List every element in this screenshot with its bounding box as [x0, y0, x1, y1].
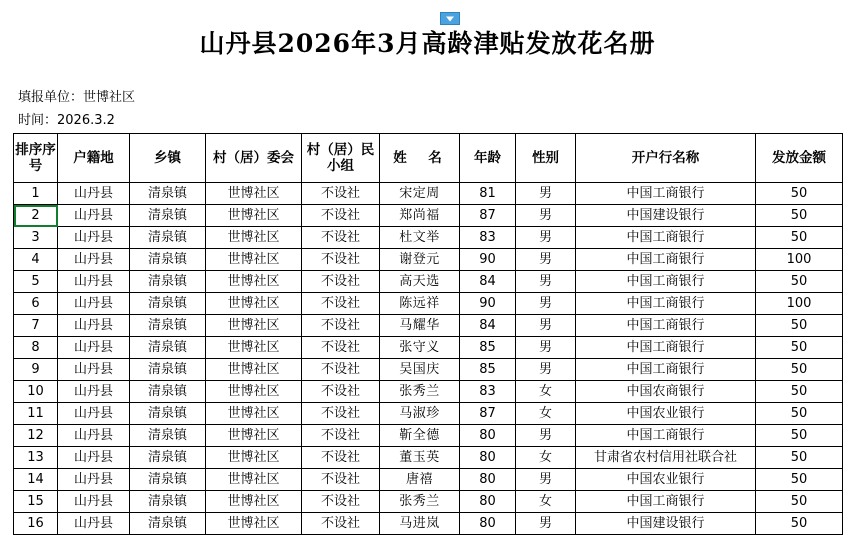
cell-residence[interactable]: 山丹县: [58, 425, 130, 447]
cell-residence[interactable]: 山丹县: [58, 513, 130, 535]
cell-gender[interactable]: 男: [516, 359, 576, 381]
cell-village-committee[interactable]: 世博社区: [206, 293, 302, 315]
table-row[interactable]: [14, 513, 843, 535]
cell-age[interactable]: 80: [460, 447, 516, 469]
cell-village-group[interactable]: 不设社: [302, 403, 380, 425]
cell-amount[interactable]: 50: [756, 469, 843, 491]
cell-village-committee[interactable]: 世博社区: [206, 183, 302, 205]
table-row[interactable]: [14, 315, 843, 337]
cell-township[interactable]: 清泉镇: [130, 249, 206, 271]
cell-village-committee[interactable]: 世博社区: [206, 513, 302, 535]
cell-village-committee[interactable]: 世博社区: [206, 469, 302, 491]
table-row[interactable]: [14, 183, 843, 205]
cell-index[interactable]: 4: [14, 249, 58, 271]
cell-amount[interactable]: 50: [756, 205, 843, 227]
roster-table: [13, 133, 843, 535]
table-row[interactable]: [14, 249, 843, 271]
cell-village-group[interactable]: 不设社: [302, 469, 380, 491]
cell-name[interactable]: 张守义: [380, 337, 460, 359]
cell-township[interactable]: 清泉镇: [130, 205, 206, 227]
cell-township[interactable]: 清泉镇: [130, 293, 206, 315]
table-row[interactable]: [14, 469, 843, 491]
cell-village-committee[interactable]: 世博社区: [206, 381, 302, 403]
cell-residence[interactable]: 山丹县: [58, 403, 130, 425]
cell-village-group[interactable]: 不设社: [302, 227, 380, 249]
column-header-index: 排序序号: [14, 134, 58, 183]
cell-village-committee[interactable]: 世博社区: [206, 337, 302, 359]
cell-village-committee[interactable]: 世博社区: [206, 447, 302, 469]
cell-bank[interactable]: 中国农业银行: [576, 403, 756, 425]
cell-age[interactable]: 90: [460, 249, 516, 271]
cell-residence[interactable]: 山丹县: [58, 205, 130, 227]
cell-bank[interactable]: 中国工商银行: [576, 491, 756, 513]
cell-residence[interactable]: 山丹县: [58, 249, 130, 271]
cell-gender[interactable]: 男: [516, 183, 576, 205]
cell-bank[interactable]: 中国工商银行: [576, 293, 756, 315]
cell-bank[interactable]: 中国工商银行: [576, 183, 756, 205]
cell-age[interactable]: 85: [460, 337, 516, 359]
cell-name[interactable]: 郑尚福: [380, 205, 460, 227]
cell-age[interactable]: 85: [460, 359, 516, 381]
cell-bank[interactable]: 中国工商银行: [576, 315, 756, 337]
cell-name[interactable]: 张秀兰: [380, 381, 460, 403]
cell-township[interactable]: 清泉镇: [130, 359, 206, 381]
cell-amount[interactable]: 50: [756, 425, 843, 447]
cell-index[interactable]: 13: [14, 447, 58, 469]
table-row[interactable]: [14, 381, 843, 403]
cell-bank[interactable]: 中国工商银行: [576, 271, 756, 293]
cell-gender[interactable]: 男: [516, 513, 576, 535]
table-row[interactable]: [14, 205, 843, 227]
cell-name[interactable]: 马耀华: [380, 315, 460, 337]
cell-name[interactable]: 马进岚: [380, 513, 460, 535]
cell-village-group[interactable]: 不设社: [302, 491, 380, 513]
column-header-residence: 户籍地: [58, 134, 130, 183]
cell-index[interactable]: 9: [14, 359, 58, 381]
cell-amount[interactable]: 50: [756, 183, 843, 205]
cell-village-group[interactable]: 不设社: [302, 315, 380, 337]
cell-village-group[interactable]: 不设社: [302, 249, 380, 271]
cell-age[interactable]: 87: [460, 205, 516, 227]
cell-age[interactable]: 80: [460, 425, 516, 447]
cell-index[interactable]: 11: [14, 403, 58, 425]
cell-gender[interactable]: 男: [516, 425, 576, 447]
cell-residence[interactable]: 山丹县: [58, 293, 130, 315]
cell-amount[interactable]: 50: [756, 513, 843, 535]
cell-amount[interactable]: 100: [756, 249, 843, 271]
cell-residence[interactable]: 山丹县: [58, 359, 130, 381]
cell-amount[interactable]: 50: [756, 381, 843, 403]
cell-township[interactable]: 清泉镇: [130, 403, 206, 425]
table-row[interactable]: [14, 491, 843, 513]
cell-name[interactable]: 吴国庆: [380, 359, 460, 381]
cell-age[interactable]: 84: [460, 271, 516, 293]
column-header-village-committee: 村（居）委会: [206, 134, 302, 183]
table-row[interactable]: [14, 337, 843, 359]
table-row[interactable]: [14, 447, 843, 469]
page-title: 山丹县2026年3月高龄津贴发放花名册: [199, 29, 656, 58]
cell-township[interactable]: 清泉镇: [130, 491, 206, 513]
cell-index[interactable]: 1: [14, 183, 58, 205]
cell-village-committee[interactable]: 世博社区: [206, 271, 302, 293]
cell-residence[interactable]: 山丹县: [58, 337, 130, 359]
cell-village-committee[interactable]: 世博社区: [206, 315, 302, 337]
table-row[interactable]: [14, 403, 843, 425]
cell-index[interactable]: 6: [14, 293, 58, 315]
cell-village-committee[interactable]: 世博社区: [206, 227, 302, 249]
cell-gender[interactable]: 男: [516, 227, 576, 249]
cell-gender[interactable]: 男: [516, 249, 576, 271]
cell-gender[interactable]: 女: [516, 381, 576, 403]
cell-index[interactable]: 3: [14, 227, 58, 249]
cell-township[interactable]: 清泉镇: [130, 271, 206, 293]
cell-village-committee[interactable]: 世博社区: [206, 205, 302, 227]
cell-bank[interactable]: 中国农业银行: [576, 469, 756, 491]
cell-residence[interactable]: 山丹县: [58, 183, 130, 205]
column-header-bank: 开户行名称: [576, 134, 756, 183]
cell-age[interactable]: 90: [460, 293, 516, 315]
cell-bank[interactable]: 中国工商银行: [576, 425, 756, 447]
cell-township[interactable]: 清泉镇: [130, 469, 206, 491]
cell-residence[interactable]: 山丹县: [58, 491, 130, 513]
table-row[interactable]: [14, 359, 843, 381]
cell-amount[interactable]: 50: [756, 447, 843, 469]
cell-village-group[interactable]: 不设社: [302, 513, 380, 535]
cell-name[interactable]: 张秀兰: [380, 491, 460, 513]
report-unit-label: 填报单位：世博社区: [18, 90, 136, 105]
cell-bank[interactable]: 中国工商银行: [576, 359, 756, 381]
table-row[interactable]: [14, 227, 843, 249]
cell-age[interactable]: 80: [460, 491, 516, 513]
cell-residence[interactable]: 山丹县: [58, 381, 130, 403]
cell-age[interactable]: 80: [460, 469, 516, 491]
cell-amount[interactable]: 100: [756, 293, 843, 315]
cell-village-committee[interactable]: 世博社区: [206, 249, 302, 271]
cell-village-committee[interactable]: 世博社区: [206, 403, 302, 425]
cell-name[interactable]: 马淑珍: [380, 403, 460, 425]
cell-age[interactable]: 80: [460, 513, 516, 535]
cell-bank[interactable]: 中国农商银行: [576, 381, 756, 403]
cell-bank[interactable]: 中国建设银行: [576, 205, 756, 227]
cell-gender[interactable]: 男: [516, 315, 576, 337]
column-header-name: 姓 名: [380, 134, 460, 183]
cell-gender[interactable]: 男: [516, 205, 576, 227]
column-header-township: 乡镇: [130, 134, 206, 183]
cell-township[interactable]: 清泉镇: [130, 315, 206, 337]
cell-township[interactable]: 清泉镇: [130, 183, 206, 205]
cell-name[interactable]: 陈远祥: [380, 293, 460, 315]
cell-name[interactable]: 唐禧: [380, 469, 460, 491]
cell-amount[interactable]: 50: [756, 337, 843, 359]
cell-name[interactable]: 高天选: [380, 271, 460, 293]
cell-residence[interactable]: 山丹县: [58, 271, 130, 293]
cell-index[interactable]: 12: [14, 425, 58, 447]
cell-name[interactable]: 杜文举: [380, 227, 460, 249]
cell-village-group[interactable]: 不设社: [302, 183, 380, 205]
column-header-age: 年龄: [460, 134, 516, 183]
cell-gender[interactable]: 男: [516, 469, 576, 491]
column-header-village-group: 村（居）民小组: [302, 134, 380, 183]
cell-index[interactable]: 14: [14, 469, 58, 491]
cell-age[interactable]: 83: [460, 227, 516, 249]
cell-amount[interactable]: 50: [756, 491, 843, 513]
cell-name[interactable]: 董玉英: [380, 447, 460, 469]
cell-bank[interactable]: 中国建设银行: [576, 513, 756, 535]
cell-village-committee[interactable]: 世博社区: [206, 491, 302, 513]
cell-bank[interactable]: 中国工商银行: [576, 337, 756, 359]
column-header-amount: 发放金额: [756, 134, 843, 183]
cell-residence[interactable]: 山丹县: [58, 447, 130, 469]
cell-gender[interactable]: 男: [516, 293, 576, 315]
cell-bank[interactable]: 中国工商银行: [576, 249, 756, 271]
cell-index[interactable]: 8: [14, 337, 58, 359]
cell-township[interactable]: 清泉镇: [130, 381, 206, 403]
cell-index[interactable]: 16: [14, 513, 58, 535]
table-row[interactable]: [14, 293, 843, 315]
cell-age[interactable]: 81: [460, 183, 516, 205]
cell-index[interactable]: 10: [14, 381, 58, 403]
cell-village-committee[interactable]: 世博社区: [206, 359, 302, 381]
cell-index[interactable]: 7: [14, 315, 58, 337]
cell-village-group[interactable]: 不设社: [302, 293, 380, 315]
cell-residence[interactable]: 山丹县: [58, 315, 130, 337]
cell-gender[interactable]: 女: [516, 403, 576, 425]
cell-gender[interactable]: 女: [516, 447, 576, 469]
cell-village-group[interactable]: 不设社: [302, 337, 380, 359]
cell-gender[interactable]: 男: [516, 271, 576, 293]
cell-age[interactable]: 83: [460, 381, 516, 403]
cell-township[interactable]: 清泉镇: [130, 447, 206, 469]
cell-township[interactable]: 清泉镇: [130, 425, 206, 447]
cell-amount[interactable]: 50: [756, 315, 843, 337]
cell-amount[interactable]: 50: [756, 359, 843, 381]
cell-village-group[interactable]: 不设社: [302, 381, 380, 403]
cell-township[interactable]: 清泉镇: [130, 227, 206, 249]
cell-name[interactable]: 谢登元: [380, 249, 460, 271]
table-row[interactable]: [14, 425, 843, 447]
cell-village-group[interactable]: 不设社: [302, 205, 380, 227]
cell-village-group[interactable]: 不设社: [302, 359, 380, 381]
cell-bank[interactable]: 中国工商银行: [576, 227, 756, 249]
table-row[interactable]: [14, 271, 843, 293]
cell-bank[interactable]: 甘肃省农村信用社联合社: [576, 447, 756, 469]
cell-village-committee[interactable]: 世博社区: [206, 425, 302, 447]
cell-township[interactable]: 清泉镇: [130, 513, 206, 535]
cell-village-group[interactable]: 不设社: [302, 447, 380, 469]
cell-name[interactable]: 靳全德: [380, 425, 460, 447]
cell-index[interactable]: 5: [14, 271, 58, 293]
cell-gender[interactable]: 男: [516, 337, 576, 359]
cell-village-group[interactable]: 不设社: [302, 271, 380, 293]
report-date-label: 时间：2026.3.2: [18, 113, 115, 128]
cell-age[interactable]: 84: [460, 315, 516, 337]
cell-name[interactable]: 宋定周: [380, 183, 460, 205]
cell-residence[interactable]: 山丹县: [58, 469, 130, 491]
cell-residence[interactable]: 山丹县: [58, 227, 130, 249]
cell-village-group[interactable]: 不设社: [302, 425, 380, 447]
cell-amount[interactable]: 50: [756, 403, 843, 425]
cell-age[interactable]: 87: [460, 403, 516, 425]
column-header-gender: 性别: [516, 134, 576, 183]
cell-township[interactable]: 清泉镇: [130, 337, 206, 359]
cell-amount[interactable]: 50: [756, 271, 843, 293]
cell-index[interactable]: 2: [14, 205, 58, 227]
cell-amount[interactable]: 50: [756, 227, 843, 249]
table-header-row: [14, 134, 843, 183]
cell-gender[interactable]: 女: [516, 491, 576, 513]
cell-index[interactable]: 15: [14, 491, 58, 513]
